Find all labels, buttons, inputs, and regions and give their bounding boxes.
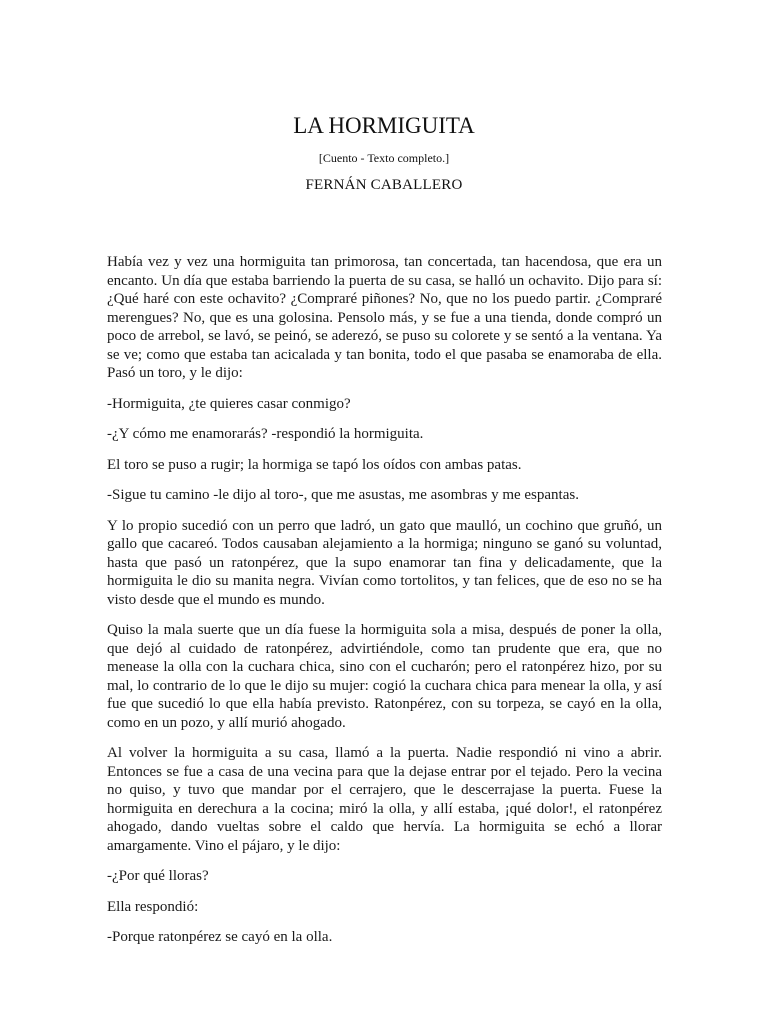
paragraph: -¿Y cómo me enamorarás? -respondió la hormiguita. (107, 426, 424, 442)
document-author: FERNÁN CABALLERO (305, 177, 463, 193)
paragraph: El toro se puso a rugir; la hormiga se tapó los oídos con ambas patas. (107, 456, 522, 473)
paragraph: -¿Por qué lloras? (107, 868, 209, 884)
paragraph: Ella respondió: (107, 898, 199, 915)
paragraph: -Hormiguita, ¿te quieres casar conmigo? (107, 395, 351, 412)
paragraph: -Porque ratonpérez se cayó en la olla. (107, 929, 333, 945)
paragraph: Había vez y vez una hormiguita tan primorosa, tan concertada, tan hacendosa, que era un encanto. Un día que estaba barriendo la puerta de su casa, se halló un ochavito. Dijo para sí: ¿Qué haré con este ochavito? ¿Compraré piñones? No, que no los puedo partir. ¿Compraré merengues? No, que es una golosina. Pensolo más, y se fue a una tienda, donde compró un poco de arrebol, se lavó, se peinó, se aderezó, se puso su colorete y se sentó a la ventana. Ya se ve; como que estaba tan acicalada y tan bonita, todo el que pasaba se enamoraba de ella. Pasó un toro, y le dijo: (107, 254, 662, 381)
paragraph: Al volver la hormiguita a su casa, llamó a la puerta. Nadie respondió ni vino a abrir. Entonces se fue a casa de una vecina para que la dejase entrar por el tejado. Pero la vecina no quiso, y tuvo que mandar por el cerrajero, que le descerrajase la puerta. Fuese la hormiguita en derechura a la cocina; miró la olla, y allí estaba, ¡qué dolor!, el ratonpérez ahogado, dando vueltas sobre el caldo que hervía. La hormiguita se echó a llorar amargamente. Vino el pájaro, y le dijo: (107, 745, 662, 854)
paragraph: Quiso la mala suerte que un día fuese la hormiguita sola a misa, después de poner la olla, que dejó al cuidado de ratonpérez, advirtiéndole, como tan prudente que era, que no menease la olla con la cuchara chica, sino con el cucharón; pero el ratonpérez hizo, por su mal, lo contrario de lo que le dijo su mujer: cogió la cuchara chica para menear la olla, y así fue que sucedió lo que ella había previsto. Ratonpérez, con su torpeza, se cayó en la olla, como en un pozo, y allí murió ahogado. (107, 622, 662, 731)
document-subtitle: [Cuento - Texto completo.] (318, 151, 450, 165)
paragraph: Y lo propio sucedió con un perro que ladró, un gato que maulló, un cochino que gruñó, un gallo que cacareó. Todos causaban alejamiento a la hormiga; ninguno se ganó su voluntad, hasta que pasó un ratonpérez, que la supo enamorar tan fina y delicadamente, que la hormiguita le dio su manita negra. Vivían como tortolitos, y tan felices, que de eso no se ha visto desde que el mundo es mundo. (107, 517, 662, 608)
paragraph: -Sigue tu camino -le dijo al toro-, que me asustas, me asombras y me espantas. (107, 487, 579, 503)
document-title: LA HORMIGUITA (293, 113, 475, 138)
document-body (107, 253, 662, 959)
